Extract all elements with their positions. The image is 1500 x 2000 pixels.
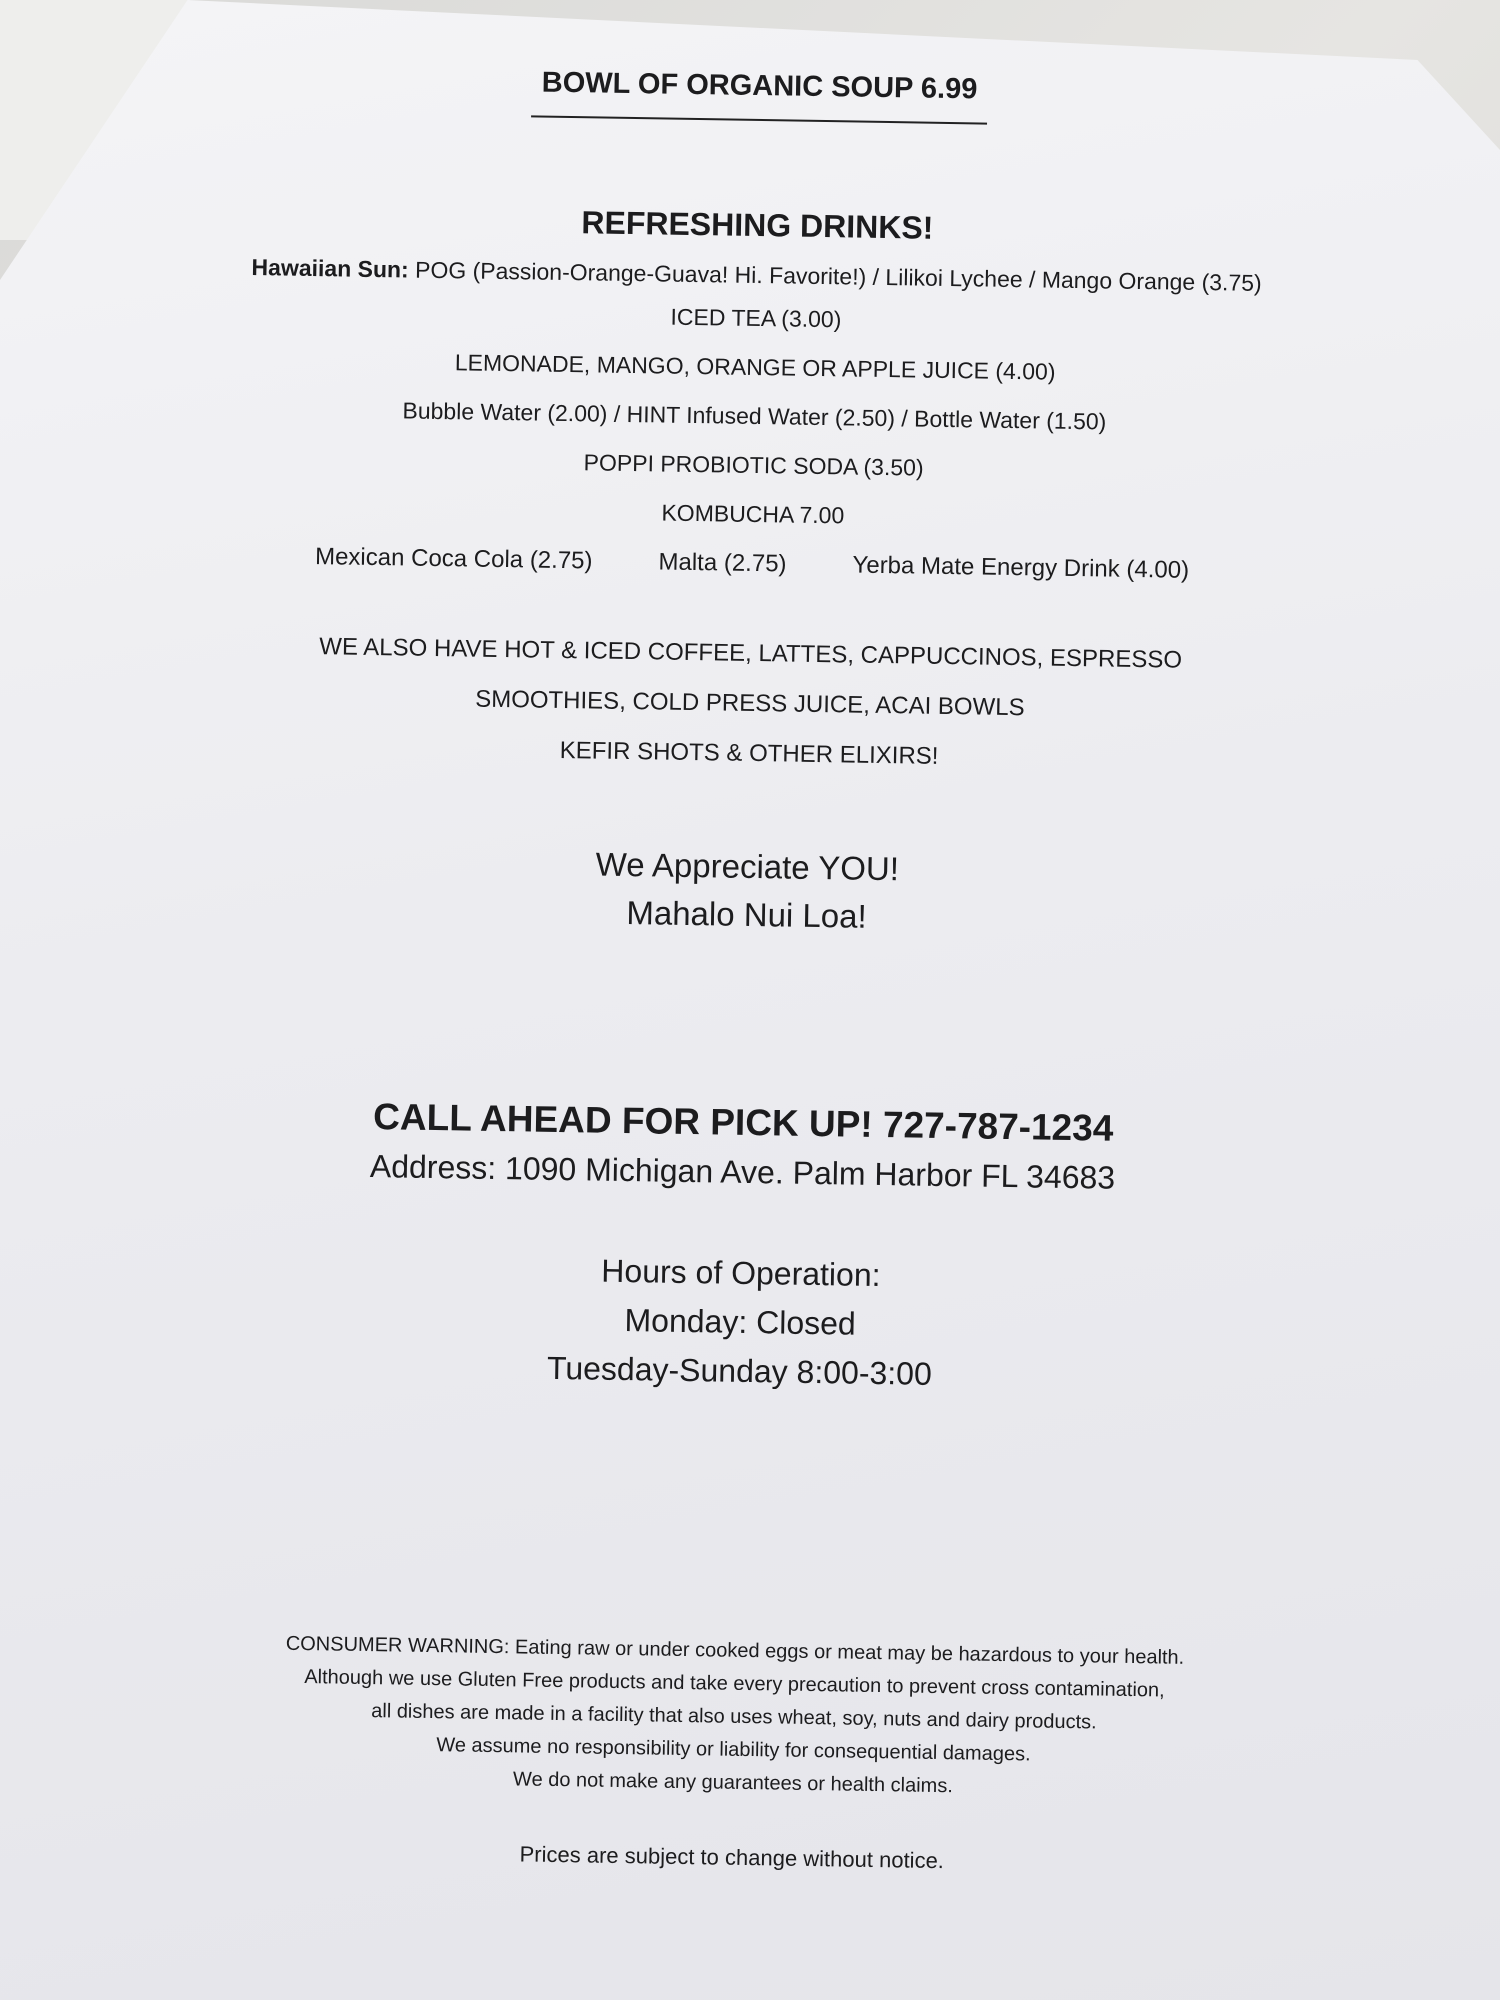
malta-item: Malta (2.75) [658, 548, 787, 578]
drinks-heading: REFRESHING DRINKS! [581, 204, 934, 246]
hawaiian-sun-line [116, 252, 1396, 299]
hours-title: Hours of Operation: [601, 1252, 881, 1294]
call-ahead-line: CALL AHEAD FOR PICK UP! 727-787-1234 [372, 1096, 1114, 1149]
consumer-warning-block [93, 1630, 1375, 1805]
also-have-line-3: KEFIR SHOTS & OTHER ELIXIRS! [559, 736, 939, 770]
menu-content [92, 50, 1400, 1881]
warning-line: CONSUMER WARNING: Eating raw or under cooked eggs or meat may be hazardous to your health. [285, 1632, 1185, 1669]
warning-line: We assume no responsibility or liability for consequential damages. [436, 1734, 1031, 1766]
warning-line: Although we use Gluten Free products and take every precaution to prevent cross contamination, [304, 1666, 1165, 1702]
hawaiian-sun-brand: Hawaiian Sun: [251, 254, 409, 283]
also-have-line-2: SMOOTHIES, COLD PRESS JUICE, ACAI BOWLS [474, 685, 1025, 722]
iced-tea-line: ICED TEA (3.00) [670, 303, 842, 333]
warning-line: all dishes are made in a facility that also uses wheat, soy, nuts and dairy products. [371, 1700, 1097, 1734]
also-have-line-1: WE ALSO HAVE HOT & ICED COFFEE, LATTES, CAPPUCCINOS, ESPRESSO [319, 633, 1183, 674]
yerba-mate-item: Yerba Mate Energy Drink (4.00) [852, 551, 1190, 584]
warning-line: We do not make any guarantees or health claims. [512, 1768, 954, 1798]
hours-monday: Monday: Closed [624, 1302, 857, 1342]
hawaiian-sun-items: POG (Passion-Orange-Guava! Hi. Favorite!) / Lilikoi Lychee / Mango Orange (3.75) [414, 256, 1262, 296]
poppi-line: POPPI PROBIOTIC SODA (3.50) [583, 449, 924, 481]
mahalo-line: Mahalo Nui Loa! [626, 894, 868, 935]
address-line: Address: 1090 Michigan Ave. Palm Harbor FL 34683 [369, 1148, 1116, 1196]
appreciation-line: We Appreciate YOU! [595, 845, 900, 888]
soup-price-line: BOWL OF ORGANIC SOUP 6.99 [531, 66, 987, 124]
mexican-coca-cola-item: Mexican Coca Cola (2.75) [314, 543, 593, 575]
waters-line: Bubble Water (2.00) / HINT Infused Water (2.50) / Bottle Water (1.50) [402, 397, 1107, 435]
kombucha-line: KOMBUCHA 7.00 [661, 499, 845, 529]
juices-line: LEMONADE, MANGO, ORANGE OR APPLE JUICE (4.00) [454, 349, 1056, 385]
hours-tuesday-sunday: Tuesday-Sunday 8:00-3:00 [546, 1349, 933, 1392]
price-notice: Prices are subject to change without notice. [519, 1841, 945, 1874]
sodas-row [112, 540, 1392, 588]
